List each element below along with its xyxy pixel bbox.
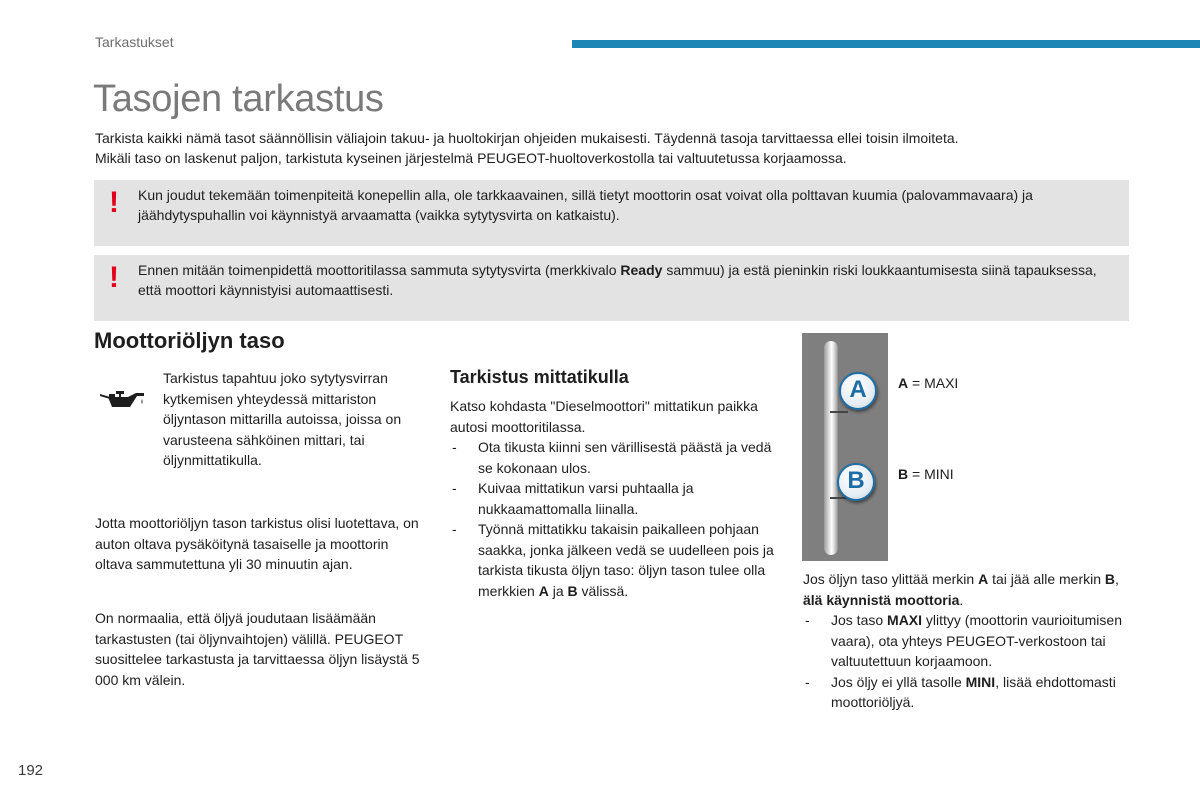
warning-box-hot-parts — [94, 180, 1129, 246]
header-accent-bar — [572, 40, 1200, 48]
list-item: - Työnnä mittatikku takaisin paikalleen pohjaan saakka, jonka jälkeen vedä se uudelleen pois ja tarkista tikusta öljyn taso: öljyn tason tulee olla merkkien A ja B välissä. — [450, 519, 780, 601]
label-b-mini: B = MINI — [898, 466, 954, 482]
level-warning-paragraph: Jos öljyn taso ylittää merkin A tai jää alle merkin B, älä käynnistä moottoria. — [803, 571, 1119, 608]
dipstick-steps — [450, 437, 780, 601]
section-label: Tarkastukset — [95, 34, 174, 50]
list-item: - Jos öljy ei yllä tasolle MINI, lisää ehdottomasti moottoriöljyä. — [803, 672, 1133, 713]
intro-line-2: Mikäli taso on laskenut paljon, tarkistuta kyseinen järjestelmä PEUGEOT-huoltoverkostolla tai valtuutetussa korjaamossa. — [95, 150, 847, 166]
ready-indicator-name: Ready — [620, 262, 663, 278]
level-interpretation — [803, 569, 1133, 713]
warning-icon: ! — [109, 261, 119, 294]
max-mark-tick — [830, 411, 848, 413]
list-item: - Jos taso MAXI ylittyy (moottorin vaurioitumisen vaara), ota yhteys PEUGEOT-verkostoon tai valtuutettuun korjaamoon. — [803, 610, 1133, 672]
warning-icon: ! — [109, 186, 119, 219]
page-number: 192 — [18, 762, 44, 779]
level-actions — [803, 610, 1133, 713]
warning-text: Ennen mitään toimenpidettä moottoritilassa sammuta sytytysvirta (merkkivalo Ready sammuu) ja estä pieninkin riski loukkaantumisesta siinä tapauksessa, että moottori käynnistyisi automaattisesti. — [138, 262, 1097, 298]
oil-check-conditions: Jotta moottoriöljyn tason tarkistus olisi luotettava, on auton oltava pysäköitynä tasaiselle ja moottorin oltava sammutettuna yli 30 minuutin ajan. — [95, 515, 419, 572]
mark-a-badge: A — [839, 372, 877, 410]
dipstick-intro: Katso kohdasta "Dieselmoottori" mittatikun paikka autosi moottoritilassa. — [450, 398, 758, 435]
oil-check-intro: Tarkistus tapahtuu joko sytytysvirran kytkemisen yhteydessä mittariston öljyntason mittarilla autoissa, joissa on varusteena sähköinen mittari, tai öljynmittatikulla. — [163, 370, 402, 468]
warning-text: Kun joudut tekemään toimenpiteitä konepellin alla, ole tarkkaavainen, sillä tietyt moottorin osat voivat olla polttavan kuumia (palovammavaara) ja jäähdytyspuhallin voi käynnistyä arvaamatta (vaikka sytytysvirta on katkaistu). — [138, 187, 1033, 223]
dipstick-illustration — [802, 333, 888, 561]
oil-level-heading: Moottoriöljyn taso — [94, 328, 285, 353]
page-title: Tasojen tarkastus — [93, 78, 384, 120]
intro-paragraph — [95, 128, 1135, 168]
oil-top-up-advice: On normaalia, että öljyä joudutaan lisäämään tarkastusten (tai öljynvaihtojen) välillä. PEUGEOT suosittelee tarkastusta ja tarvittaessa öljyn lisäystä 5 000 km välein. — [95, 610, 420, 688]
warning-box-ignition — [94, 255, 1129, 321]
intro-line-1: Tarkista kaikki nämä tasot säännöllisin väliajoin takuu- ja huoltokirjan ohjeiden mukaisesti. Täydennä tasoja tarvittaessa ellei toisin ilmoiteta. — [95, 130, 959, 146]
mark-b-badge: B — [837, 463, 875, 501]
dipstick-instructions — [450, 396, 780, 601]
dipstick-rod — [824, 341, 838, 555]
label-a-maxi: A = MAXI — [898, 375, 959, 391]
oil-can-icon — [98, 385, 146, 415]
dipstick-check-heading: Tarkistus mittatikulla — [450, 367, 629, 387]
list-item: - Ota tikusta kiinni sen värillisestä päästä ja vedä se kokonaan ulos. — [450, 437, 780, 478]
list-item: - Kuivaa mittatikun varsi puhtaalla ja nukkaamattomalla liinalla. — [450, 478, 780, 519]
